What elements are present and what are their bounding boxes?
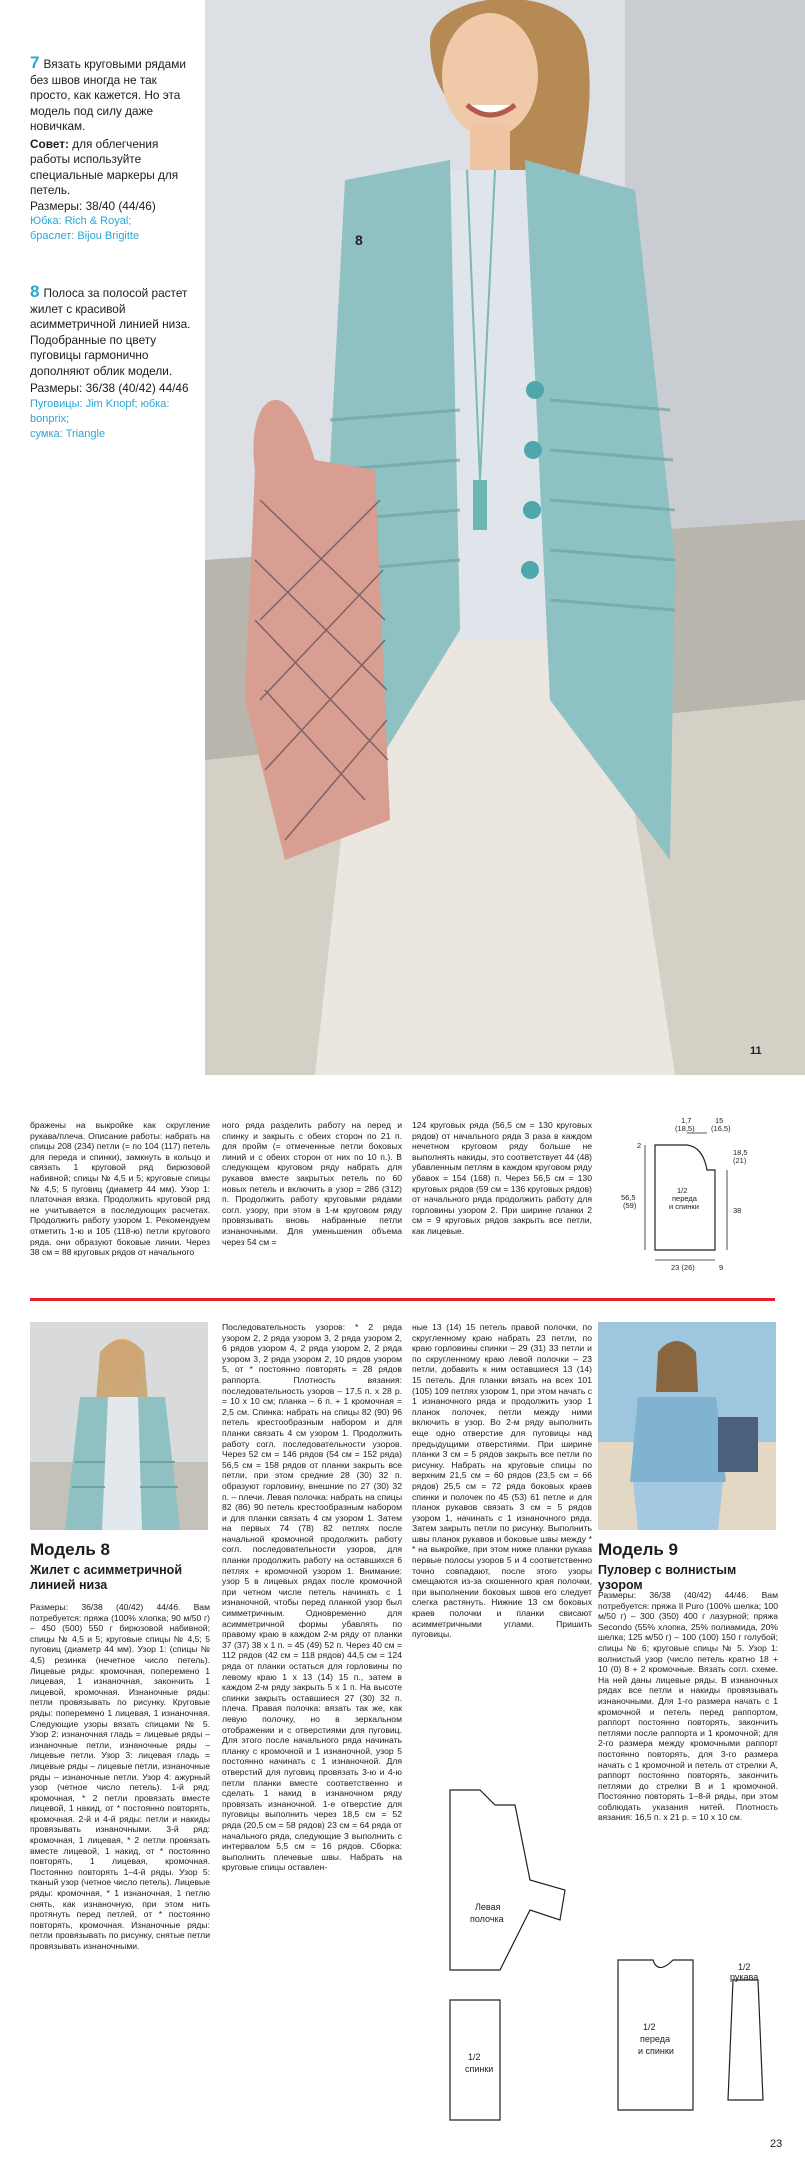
front-back-label-3: и спинки: [638, 2046, 674, 2056]
upper-text-col-2: ного ряда разделить работу на перед и спинку и закрыть с обеих сторон по 21 п. для пройм (= отмеченные петли боковых линий и с обеих сторон от них по 10 п.). В следующем круговом ряду набрать для рукавов вместе закрытых петель по 60 новых петель и включить в узор = 286 (312) п. Продолжить работу круговыми рядами согл. узору, при этом в 1-м круговом ряду провязывать вновь набранные петли изнаночными. Для уменьшения объема через 54 см =: [222, 1120, 402, 1247]
item-7-number: 7: [30, 53, 40, 72]
schematic-label-11: 1/2: [677, 1186, 688, 1195]
item-7-text: Вязать круговыми рядами без швов иногда не так просто, как кажется. Но эта модель под силу даже новичкам.: [30, 57, 186, 133]
item-8-sizes: Размеры: 36/38 (40/42) 44/46: [30, 381, 189, 395]
schematic-label-9: (59): [623, 1201, 637, 1210]
model-8-heading: Модель 8: [30, 1540, 110, 1559]
schematic-label-8: 56,5: [621, 1193, 636, 1202]
tip-text: для облегчения работы используйте специальные маркеры для петель.: [30, 136, 179, 197]
item-8-number: 8: [30, 282, 40, 301]
item-8-brand-1: Пуговицы: Jim Knopf; юбка: bonprix;: [30, 397, 170, 425]
schematic-label-7: (21): [733, 1156, 747, 1165]
photo-label-8: 8: [355, 232, 363, 248]
model-photo-illustration: [205, 0, 805, 1075]
front-label-1: Левая: [475, 1902, 501, 1912]
schematic-label-3: 15: [715, 1116, 724, 1125]
model-9-title: Пуловер с волнистым узором: [598, 1563, 737, 1592]
intro-column: [30, 55, 200, 442]
sleeve-label-2: рукава: [730, 1972, 759, 1982]
upper-text-col-3: 124 круговых ряда (56,5 см = 130 круговых рядов) от начального ряда 3 раза в каждом нечетном круговом ряду больше не выполнять накиды, это соответствует 44 (48) убавленным петлям в каждом круговом ряду убавок = 154 (168) п. Через 56,5 см = 130 круговых рядов (59 см = 136 круговых рядов) от начального ряда продолжить работу для горловины узором 2. При ширине планки 2 см = 9 круговых рядов закрыть все петли, как лицевые.: [412, 1120, 592, 1236]
schematic-label-1: 1,7: [681, 1116, 692, 1125]
model-9-photo: [598, 1322, 776, 1530]
back-label-2: спинки: [465, 2064, 494, 2074]
upper-text-col-1: бражены на выкройке как скругление рукава/плеча. Описание работы: набрать на спицы 208 (234) петли (= по 104 (117) петель для переда и спинки), замкнуть в кольцо и связать 1 круговой ряд бирюзовой набивной; спицы № 4,5 и 5; круговые спицы № 4,5; 5 пуговиц (диаметр 44 мм). Узор 1: платочная вязка. Продолжить круговой ряд не учитывается в последующих расчетах. Продолжить работу узором 1. Рекомендуем отметить 1-ю и 105 (118-ю) петли кругового ряда. они образуют боковые линии. Через 38 см = 88 круговых рядов от начального: [30, 1120, 210, 1258]
model-8-column-3: ные 13 (14) 15 петель правой полочки, по скругленному краю набрать 23 петли, по краю горловины спинки – 29 (31) 33 петли и по скругленному краю левой полочки – 23 петли, добавить к ним оставшиеся 13 (14) 15 петель. Для планки вязать на всех 101 (105) 109 петлях узором 1, при этом начать с 1 изнаночного ряда и продолжить узор 1 планок полочек, петли между ними включить в узор. Во 2-м ряду выполнить еще одно отверстие для пуговицы над предыдущими отверстиями. При ширине планки 3 см = 5 рядов закрыть все петли по рисунку. Набрать на круговые спицы по верхним 21,5 см = 60 рядов (23,5 см = 66 рядов) 25,5 см = 72 ряда боковых краев спинки и полочек по 45 (53) 61 петле и для планок рукавов связать 3 см = 5 рядов узором 1, начинать с 1 изнаночного ряда. Затем закрыть петли по рисунку. Выполнить швы планок рукавов и боковые швы между * * на выкройке, при этом ниже планки рукава первые полосы узоров 5 и 4 соответственно точно совпадают, после этого узоры смещаются из-за скошенного края полочки, при выполнении боковых швов его следует слегка растянуть. Нижние 13 см боковых краев полочки и планки свисают асимметричными углами. Пришить пуговицы.: [412, 1322, 592, 1640]
page-number: 23: [770, 2138, 783, 2150]
schematic-label-15: 9: [719, 1263, 724, 1272]
schematic-label-6: 18,5: [733, 1148, 748, 1157]
item-8-text: Полоса за полосой растет жилет с красивой асимметричной линией низа. Подобранные по цвету пуговицы гармонично дополняют облик модели.: [30, 286, 191, 378]
item-7-brand-2: браслет: Bijou Brigitte: [30, 230, 140, 242]
front-label-2: полочка: [470, 1914, 504, 1924]
model-9-heading: Модель 9: [598, 1540, 678, 1559]
model-9-schematic: [598, 1950, 778, 2130]
schematic-label-5: 2: [637, 1141, 642, 1150]
item-7-sizes: Размеры: 38/40 (44/46): [30, 198, 156, 213]
model-photo: [205, 0, 805, 1075]
photo-label-11: 11: [750, 1045, 762, 1057]
model-8-column-2: Последовательность узоров: * 2 ряда узором 2, 2 ряда узором 3, 2 ряда узором 2, 6 рядов узором 4, 2 ряда узором 2, 2 ряда узором 3, 2 ряда узором 2, 10 рядов узором 5, от * постоянно повторять = 28 рядов раппорта. Плотность вязания: последовательность узоров – 17,5 п. x 28 р. = 10 x 10 см; планка – 6 п. + 1 кромочная = 2,5 см. Спинка: набрать на спицы 82 (90) 96 петель крестообразным набором и для планки связать 4 см узором 1. Продолжить работу согл. последовательности узоров. Через 52 см = 146 рядов (54 см = 152 ряда) 56,5 см = 158 рядов от планки закрыть все петли, при этом средние 28 (30) 32 п. образуют горловину, внешние по 27 (30) 32 п. – плечи. Левая полочка: набрать на спицы 82 (86) 90 петель крестообразным набором и для планки связать 4 см узором 1. Затем на первых 74 (78) 82 петлях после начальной кромочной продолжить работу согл. последовательности узоров, для планки продолжить работу на оставшихся 6 петлях + кромочной узором 1. Внимание: узор 5 в лицевых рядах после кромочной при четном числе петель начинать с 1 изнаночной, чтобы перед планкой узор был симметричным. Одновременно для асимметричной формы убавлять по правому краю в каждом 2-м ряду от планки 37 (37) 38 x 1 п. = 45 (49) 52 п. Через 40 см = 112 рядов (42 см = 118 рядов) 44,5 см = 124 ряда от планки остаться для горловины по левому краю 1 x 13 (14) 15 п., затем в каждом 2-м ряду закрыть 5 x 1 п. На высоте спинки закрыть оставшиеся 27 (30) 32 п. плеча. Правая полочка: вязать так же, как левую полочку, но в зеркальном отображении и с отверстиями для пуговиц. Для этого после начального ряда начинать планку с кромочной и 1 изнаночной, узор 5 постоянно начинать с 1 изнаночной. Для отверстий для пуговиц провязать 3-ю и 4-ю петли планки вместе соответственно и сделать 1 накид в изнаночном ряду провязать изнаночной. 1-е отверстие для пуговицы выполнить через 18,5 см = 52 ряда (20,5 см = 58 рядов) 23 см = 64 ряда от начального ряда, следующие 3 выполнить с интервалом 5,5 см = 16 рядов. Сборка: выполнить плечевые швы. Набрать на круговые спицы оставлен-: [222, 1322, 402, 1873]
item-8-brand-2: сумка: Triangle: [30, 427, 106, 440]
back-label-1: 1/2: [468, 2052, 481, 2062]
schematic-label-4: (16,5): [711, 1124, 731, 1133]
schematic-label-14: 23 (26): [671, 1263, 695, 1272]
model-8-title: Жилет с асимметричной линией низа: [30, 1563, 183, 1592]
sleeve-label-1: 1/2: [738, 1962, 751, 1972]
model-9-instructions: Размеры: 36/38 (40/42) 44/46. Вам потребуется: пряжа Il Puro (100% шелка; 100 м/50 г) – 300 (350) 400 г лазурной; пряжа Secondo (55% хлопка, 25% полиамида, 20% шелка; 125 м/50 г) – 100 (100) 150 г голубой; спицы № 6; круговые спицы № 5. Узор 1: волнистый узор (число петель кратно 18 + 10 (0) 8 + 2 кромочные. Вязать согл. схеме. На ней даны лицевые ряды. В изнаночных рядах все петли и накиды провязывать изнаночными. Для 1-го размера начать с 1 кромочной и петель перед раппортом, раппорт постоянно повторять, закончить петлями после раппорта и 1 кромочной; для 2-го размера между кромочными раппорт постоянно повторять, для 3-го размера начать с 1 кромочной и петель от стрелки А, раппорт постоянно повторять, закончить петлями до стрелки В и 1 кромочной. Постоянно повторять 1–8-й ряды, при этом соблюдать указания нитей. Плотность вязания: 16,5 п. x 21 р. = 10 x 10 см.: [598, 1590, 778, 1823]
item-7-brand-1: Юбка: Rich & Royal;: [30, 215, 132, 227]
model-8-instructions: Размеры: 36/38 (40/42) 44/46. Вам потребуется: пряжа (100% хлопка; 90 м/50 г) – 450 (500) 550 г бирюзовой набивной; спицы № 4,5 и 5; круговые спицы № 4,5; 5 пуговиц (диаметр 44 мм). Узор 1: (спицы № 4,5) резинка (нечетное число петель). Лицевые ряды: кромочная, поперемено 1 лицевая, 1 изнаночная, закончить 1 лицевой, кромочная. Изнаночные ряды: петли провязывать по рисунку. Круговые ряды: поперемено 1 лицевая, 1 изнаночная. Следующие узоры вязать спицами № 5. Узор 2: изнаночная гладь = лицевые ряды – изнаночные петли, изнаночные ряды – лицевые петли. Узор 3: лицевая гладь = лицевые ряды – лицевые петли, изнаночные ряды – изнаночные петли. Узор 4: ажурный узор (четное число петель). 1-й ряд: кромочная, * 2 петли провязать вместе лицевой, 1 накид, от * постоянно повторять, кромочная. 2-й и 4-й ряды: петли и накиды провязывать изнаночными. 3-й ряд: кромочная, 1 лицевая, * 2 петли провязать вместе лицевой, 1 накид, от * постоянно повторять, 1 лицевая, кромочная. Постоянно повторять 1–4-й ряды. Узор 5: тканый узор (четное число петель). Лицевые ряды: кромочная, * 1 изнаночная, 1 петлю снять, как изнаночную, при этом нить протянуть перед петлей, от * постоянно повторять, кромочная. Изнаночные ряды: петли провязывать по рисунку, снятые петли провязывать изнаночными.: [30, 1602, 211, 1951]
schematic-label-13: и спинки: [669, 1202, 699, 1211]
schematic-label-10: 38: [733, 1206, 742, 1215]
tip-label: Совет:: [30, 136, 69, 151]
model-8-schematic: [420, 1760, 590, 2140]
section-divider: [30, 1298, 775, 1301]
front-back-label-1: 1/2: [643, 2022, 656, 2032]
schematic-label-12: переда: [672, 1194, 697, 1203]
front-back-label-2: переда: [640, 2034, 670, 2044]
upper-schematic: [615, 1115, 785, 1290]
schematic-label-2: (18,5): [675, 1124, 695, 1133]
model-8-photo: [30, 1322, 208, 1530]
